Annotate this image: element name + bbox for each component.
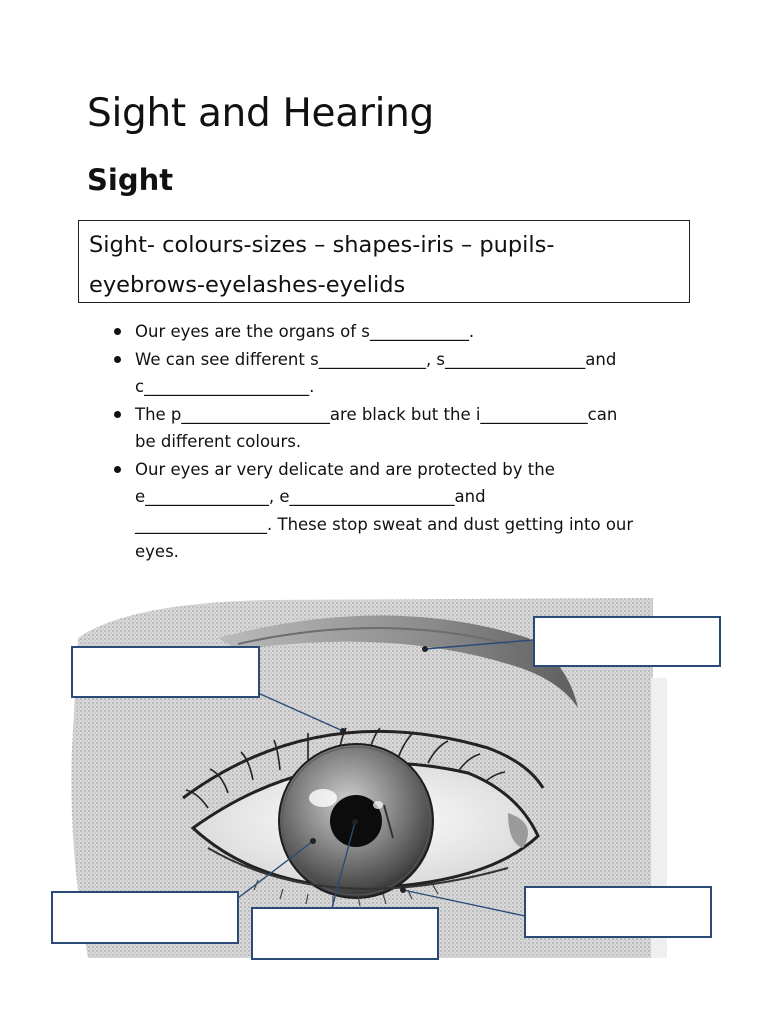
bullet-icon	[114, 356, 121, 363]
pupil-label-box[interactable]	[251, 907, 439, 960]
question-item	[110, 401, 690, 456]
eyelid-label-box[interactable]	[71, 646, 260, 698]
page-title: Sight and Hearing	[87, 91, 434, 136]
question-item	[110, 346, 690, 401]
question-text: Our eyes are the organs of s____________.	[135, 322, 475, 341]
word-bank-box	[78, 220, 690, 303]
iris-label-box[interactable]	[51, 891, 239, 944]
bullet-icon	[114, 328, 121, 335]
question-text: The p__________________are black but the i_____________can	[135, 404, 618, 424]
question-text: be different colours.	[135, 432, 302, 451]
question-text: We can see different s_____________, s_________________and	[135, 349, 617, 369]
question-text: eyes.	[135, 542, 179, 561]
word-bank-line-2: eyebrows-eyelashes-eyelids	[89, 272, 406, 298]
question-text: ________________. These stop sweat and dust getting into our	[135, 514, 634, 534]
question-list	[110, 318, 690, 566]
question-item	[110, 318, 690, 346]
question-item	[110, 456, 690, 566]
bullet-icon	[114, 466, 121, 473]
bullet-icon	[114, 411, 121, 418]
eyebrow-label-box[interactable]	[533, 616, 721, 667]
question-text: e_______________, e____________________and	[135, 487, 486, 506]
eyelashes-label-box[interactable]	[524, 886, 712, 938]
question-text: Our eyes ar very delicate and are protected by the	[135, 459, 555, 479]
question-text: c____________________.	[135, 377, 315, 396]
section-title: Sight	[87, 163, 174, 197]
word-bank-line-1: Sight- colours-sizes – shapes-iris – pupils-	[89, 232, 555, 258]
